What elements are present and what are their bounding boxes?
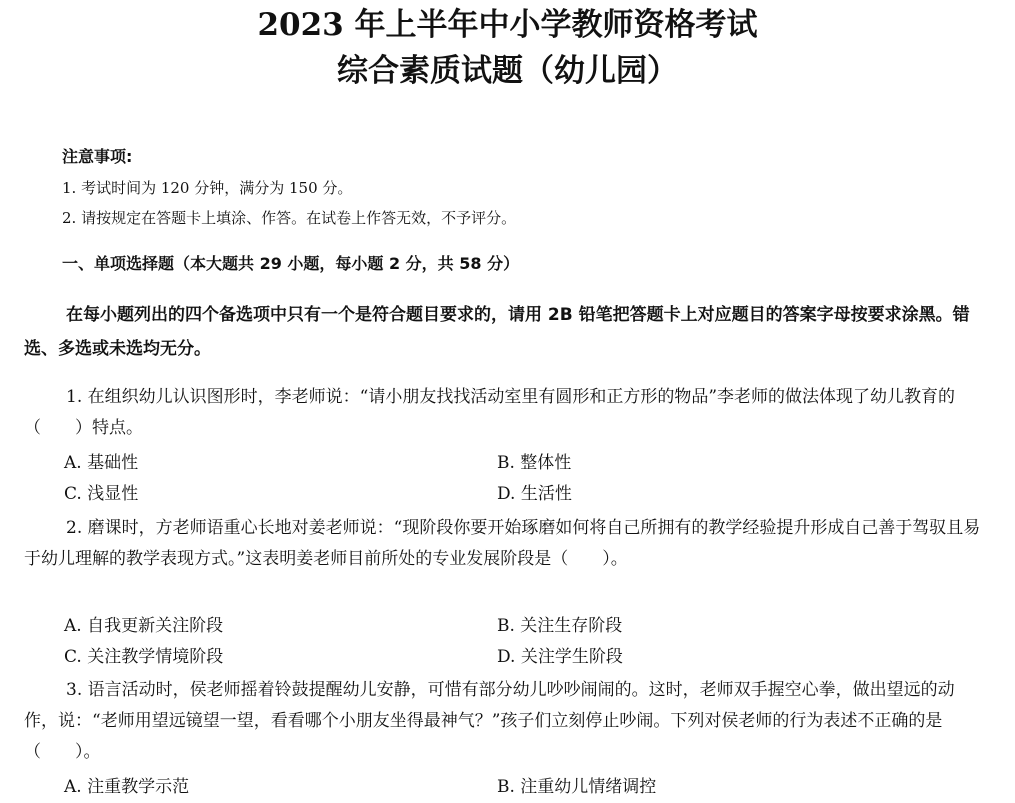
- question-1-option-c: C. 浅显性: [64, 484, 139, 504]
- question-1-text: 1. 在组织幼儿认识图形时，李老师说：“请小朋友找找活动室里有圆形和正方形的物品”李老师的做法体现了幼儿教育的（ ）特点。: [24, 387, 956, 438]
- question-3-option-b: B. 注重幼儿情绪调控: [497, 777, 657, 797]
- exam-title-line2: 综合素质试题（幼儿园）: [337, 53, 678, 89]
- question-2-option-c: C. 关注教学情境阶段: [64, 647, 224, 667]
- notice-heading: 注意事项:: [62, 147, 133, 166]
- notice-item: 1. 考试时间为 120 分钟，满分为 150 分。: [62, 179, 353, 197]
- question-3-option-a: A. 注重教学示范: [64, 777, 190, 797]
- question-1-option-d: D. 生活性: [497, 484, 572, 504]
- question-2-option-d: D. 关注学生阶段: [497, 647, 623, 667]
- question-3-text: 3. 语言活动时，侯老师摇着铃鼓提醒幼儿安静，可惜有部分幼儿吵吵闹闹的。这时，老师双手握空心拳，做出望远的动作，说：“老师用望远镜望一望，看看哪个小朋友坐得最神气？”孩子们立刻停止吵闹。下列对侯老师的行为表述不正确的是（ ）。: [24, 680, 955, 762]
- section-heading: 一、单项选择题（本大题共 29 小题，每小题 2 分，共 58 分）: [62, 254, 520, 273]
- question-2-option-b: B. 关注生存阶段: [497, 616, 623, 636]
- notice-item: 2. 请按规定在答题卡上填涂、作答。在试卷上作答无效，不予评分。: [62, 209, 517, 227]
- section-instruction: 在每小题列出的四个备选项中只有一个是符合题目要求的，请用 2B 铅笔把答题卡上对应题目的答案字母按要求涂黑。错选、多选或未选均无分。: [24, 305, 970, 359]
- question-2-option-a: A. 自我更新关注阶段: [64, 616, 224, 636]
- question-1-option-b: B. 整体性: [497, 453, 572, 473]
- exam-title-line1: 2023 年上半年中小学教师资格考试: [257, 7, 758, 43]
- question-2-text: 2. 磨课时，方老师语重心长地对姜老师说：“现阶段你要开始琢磨如何将自己所拥有的教学经验提升形成自己善于驾驭且易于幼儿理解的教学表现方式。”这表明姜老师目前所处的专业发展阶段是（ ）。: [24, 518, 981, 569]
- question-1-option-a: A. 基础性: [64, 453, 139, 473]
